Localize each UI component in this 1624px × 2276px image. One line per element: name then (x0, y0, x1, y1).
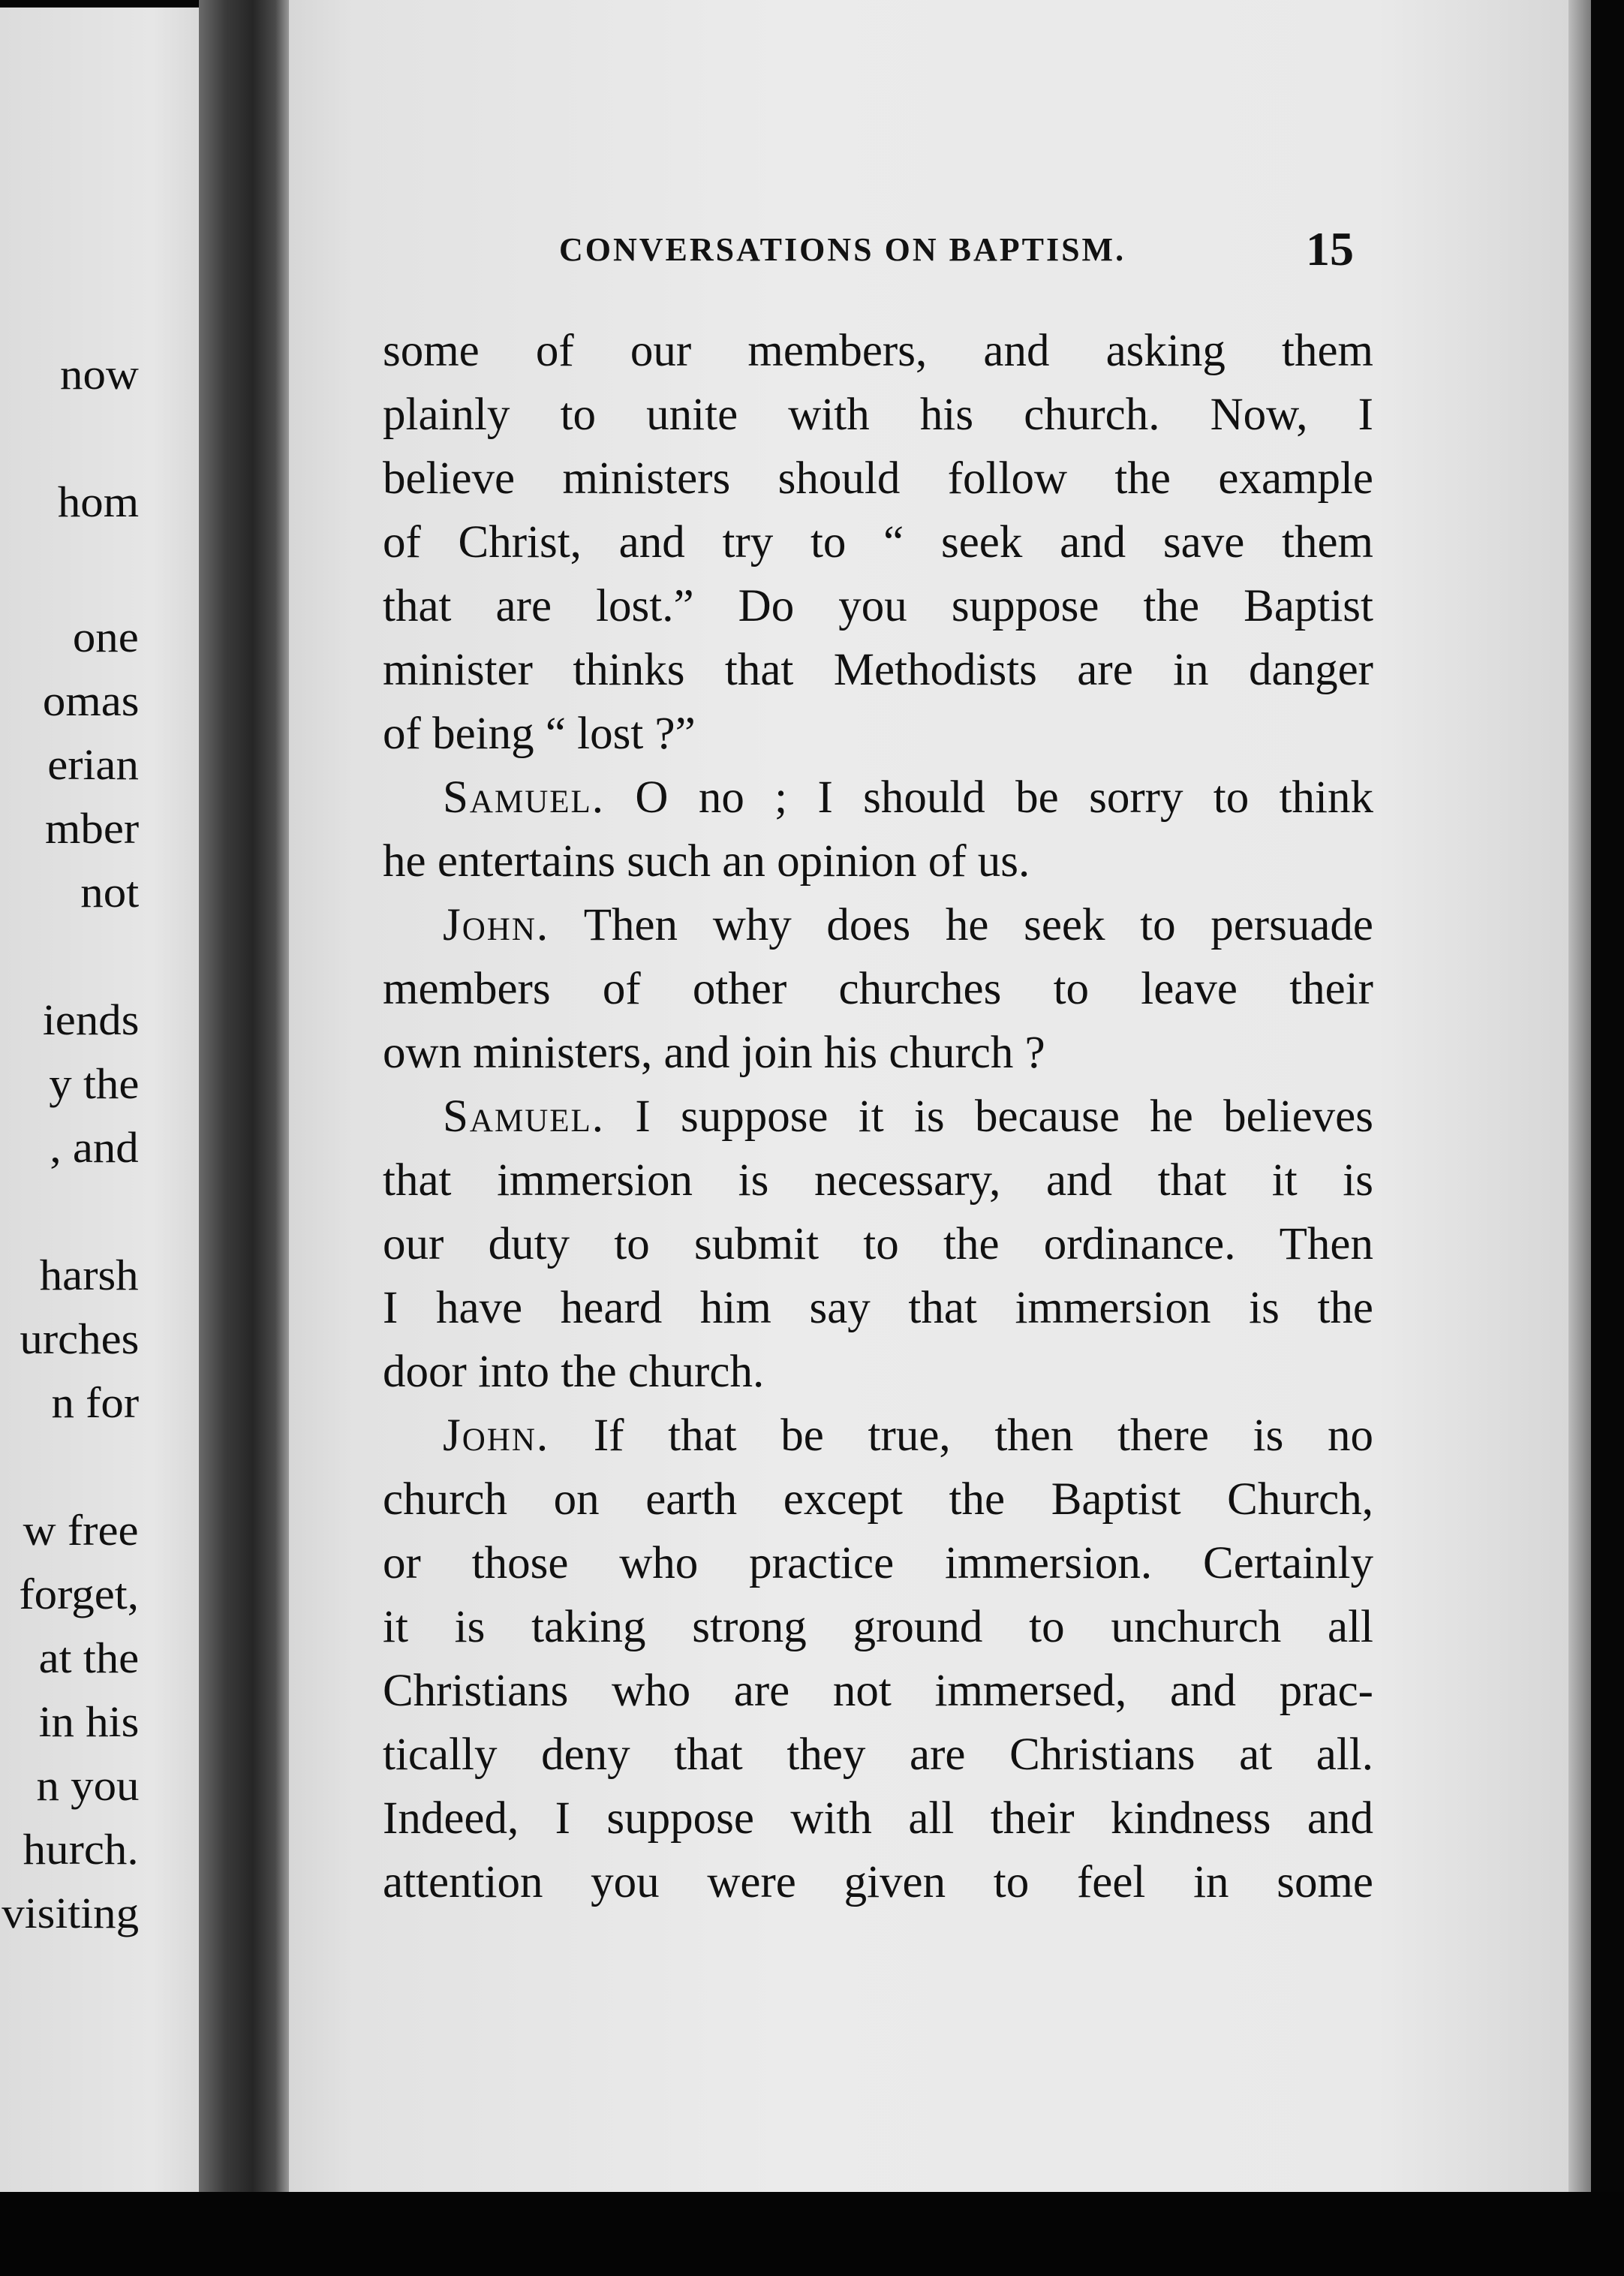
left-page-fragment: urches (20, 1314, 139, 1363)
text-line (383, 319, 1373, 383)
left-page-fragment: , and (50, 1123, 139, 1172)
header-title: CONVERSATIONS ON BAPTISM. (559, 231, 1126, 268)
book-gutter (199, 0, 289, 2207)
left-page-fragment: now (60, 350, 139, 399)
line-text: it is taking strong ground to unchurch all (383, 1602, 1373, 1652)
text-line (383, 1531, 1373, 1595)
text-line (383, 1723, 1373, 1787)
text-line (383, 1595, 1373, 1659)
left-page-fragment: one (73, 613, 139, 661)
line-text: of being “ lost ?” (383, 709, 696, 759)
text-line (383, 1276, 1373, 1340)
line-text: our duty to submit to the ordinance. Then (383, 1219, 1373, 1269)
speaker-name: John. (443, 1410, 550, 1461)
line-text: Christians who are not immersed, and prac- (383, 1666, 1373, 1716)
left-page-fragment: omas (42, 676, 139, 725)
line-text: plainly to unite with his church. Now, I (383, 390, 1373, 440)
text-line (383, 1787, 1373, 1850)
body-text (383, 319, 1373, 1914)
line-text: members of other churches to leave their (383, 964, 1373, 1014)
left-page-fragment: hom (57, 477, 139, 526)
scan-background (0, 2192, 1624, 2276)
line-text: some of our members, and asking them (383, 326, 1373, 376)
text-line (383, 1212, 1373, 1276)
left-page-fragment: mber (44, 804, 139, 853)
page-edge (1568, 0, 1591, 2192)
speaker-name: John. (443, 900, 550, 950)
left-page-fragment: in his (38, 1697, 139, 1746)
left-page-fragment: hurch. (23, 1825, 139, 1874)
line-text: I have heard him say that immersion is the (383, 1283, 1373, 1333)
left-page-fragment: w free (23, 1506, 139, 1555)
text-line (383, 893, 1373, 957)
text-line (383, 1149, 1373, 1212)
line-text: If that be true, then there is no (549, 1410, 1373, 1461)
line-text: he entertains such an opinion of us. (383, 836, 1030, 887)
line-text: door into the church. (383, 1347, 765, 1397)
text-line (383, 574, 1373, 638)
left-page-fragment: harsh (40, 1251, 139, 1299)
line-text: Then why does he seek to persuade (549, 900, 1373, 950)
line-text: that immersion is necessary, and that it is (383, 1155, 1373, 1206)
line-text: own ministers, and join his church ? (383, 1028, 1045, 1078)
speaker-name: Samuel. (443, 1091, 606, 1142)
text-line (383, 1340, 1373, 1404)
text-line (383, 1404, 1373, 1468)
text-line (383, 829, 1373, 893)
page-number: 15 (1306, 222, 1354, 275)
left-page-fragment: forget, (19, 1570, 139, 1618)
left-page-fragment: iends (42, 995, 139, 1044)
left-page-fragment: y the (48, 1059, 139, 1108)
text-line (383, 1850, 1373, 1914)
line-text: or those who practice immersion. Certainly (383, 1538, 1373, 1588)
line-text: Indeed, I suppose with all their kindness and (383, 1793, 1373, 1844)
line-text: attention you were given to feel in some (383, 1857, 1373, 1907)
left-page-fragment: not (80, 868, 139, 917)
text-line (383, 957, 1373, 1021)
left-page-fragment: n for (51, 1378, 139, 1427)
line-text: I suppose it is because he believes (605, 1091, 1373, 1142)
text-line (383, 766, 1373, 829)
text-line (383, 1659, 1373, 1723)
left-page-fragment: erian (47, 740, 139, 789)
text-line (383, 1468, 1373, 1531)
left-page-fragment: visiting (2, 1889, 139, 1937)
text-line (383, 702, 1373, 766)
line-text: believe ministers should follow the example (383, 453, 1373, 504)
line-text: church on earth except the Baptist Church, (383, 1474, 1373, 1525)
line-text: that are lost.” Do you suppose the Baptist (383, 581, 1373, 631)
line-text: minister thinks that Methodists are in danger (383, 645, 1373, 695)
line-text: O no ; I should be sorry to think (605, 772, 1373, 823)
left-page-fragment: at the (38, 1633, 139, 1682)
text-line (383, 1021, 1373, 1085)
line-text: tically deny that they are Christians at all. (383, 1730, 1373, 1780)
running-header (0, 221, 1624, 281)
text-line (383, 638, 1373, 702)
text-line (383, 383, 1373, 447)
speaker-name: Samuel. (443, 772, 606, 823)
left-page-fragment: n you (35, 1761, 139, 1810)
text-line (383, 447, 1373, 510)
line-text: of Christ, and try to “ seek and save them (383, 517, 1373, 567)
text-line (383, 510, 1373, 574)
text-line (383, 1085, 1373, 1149)
